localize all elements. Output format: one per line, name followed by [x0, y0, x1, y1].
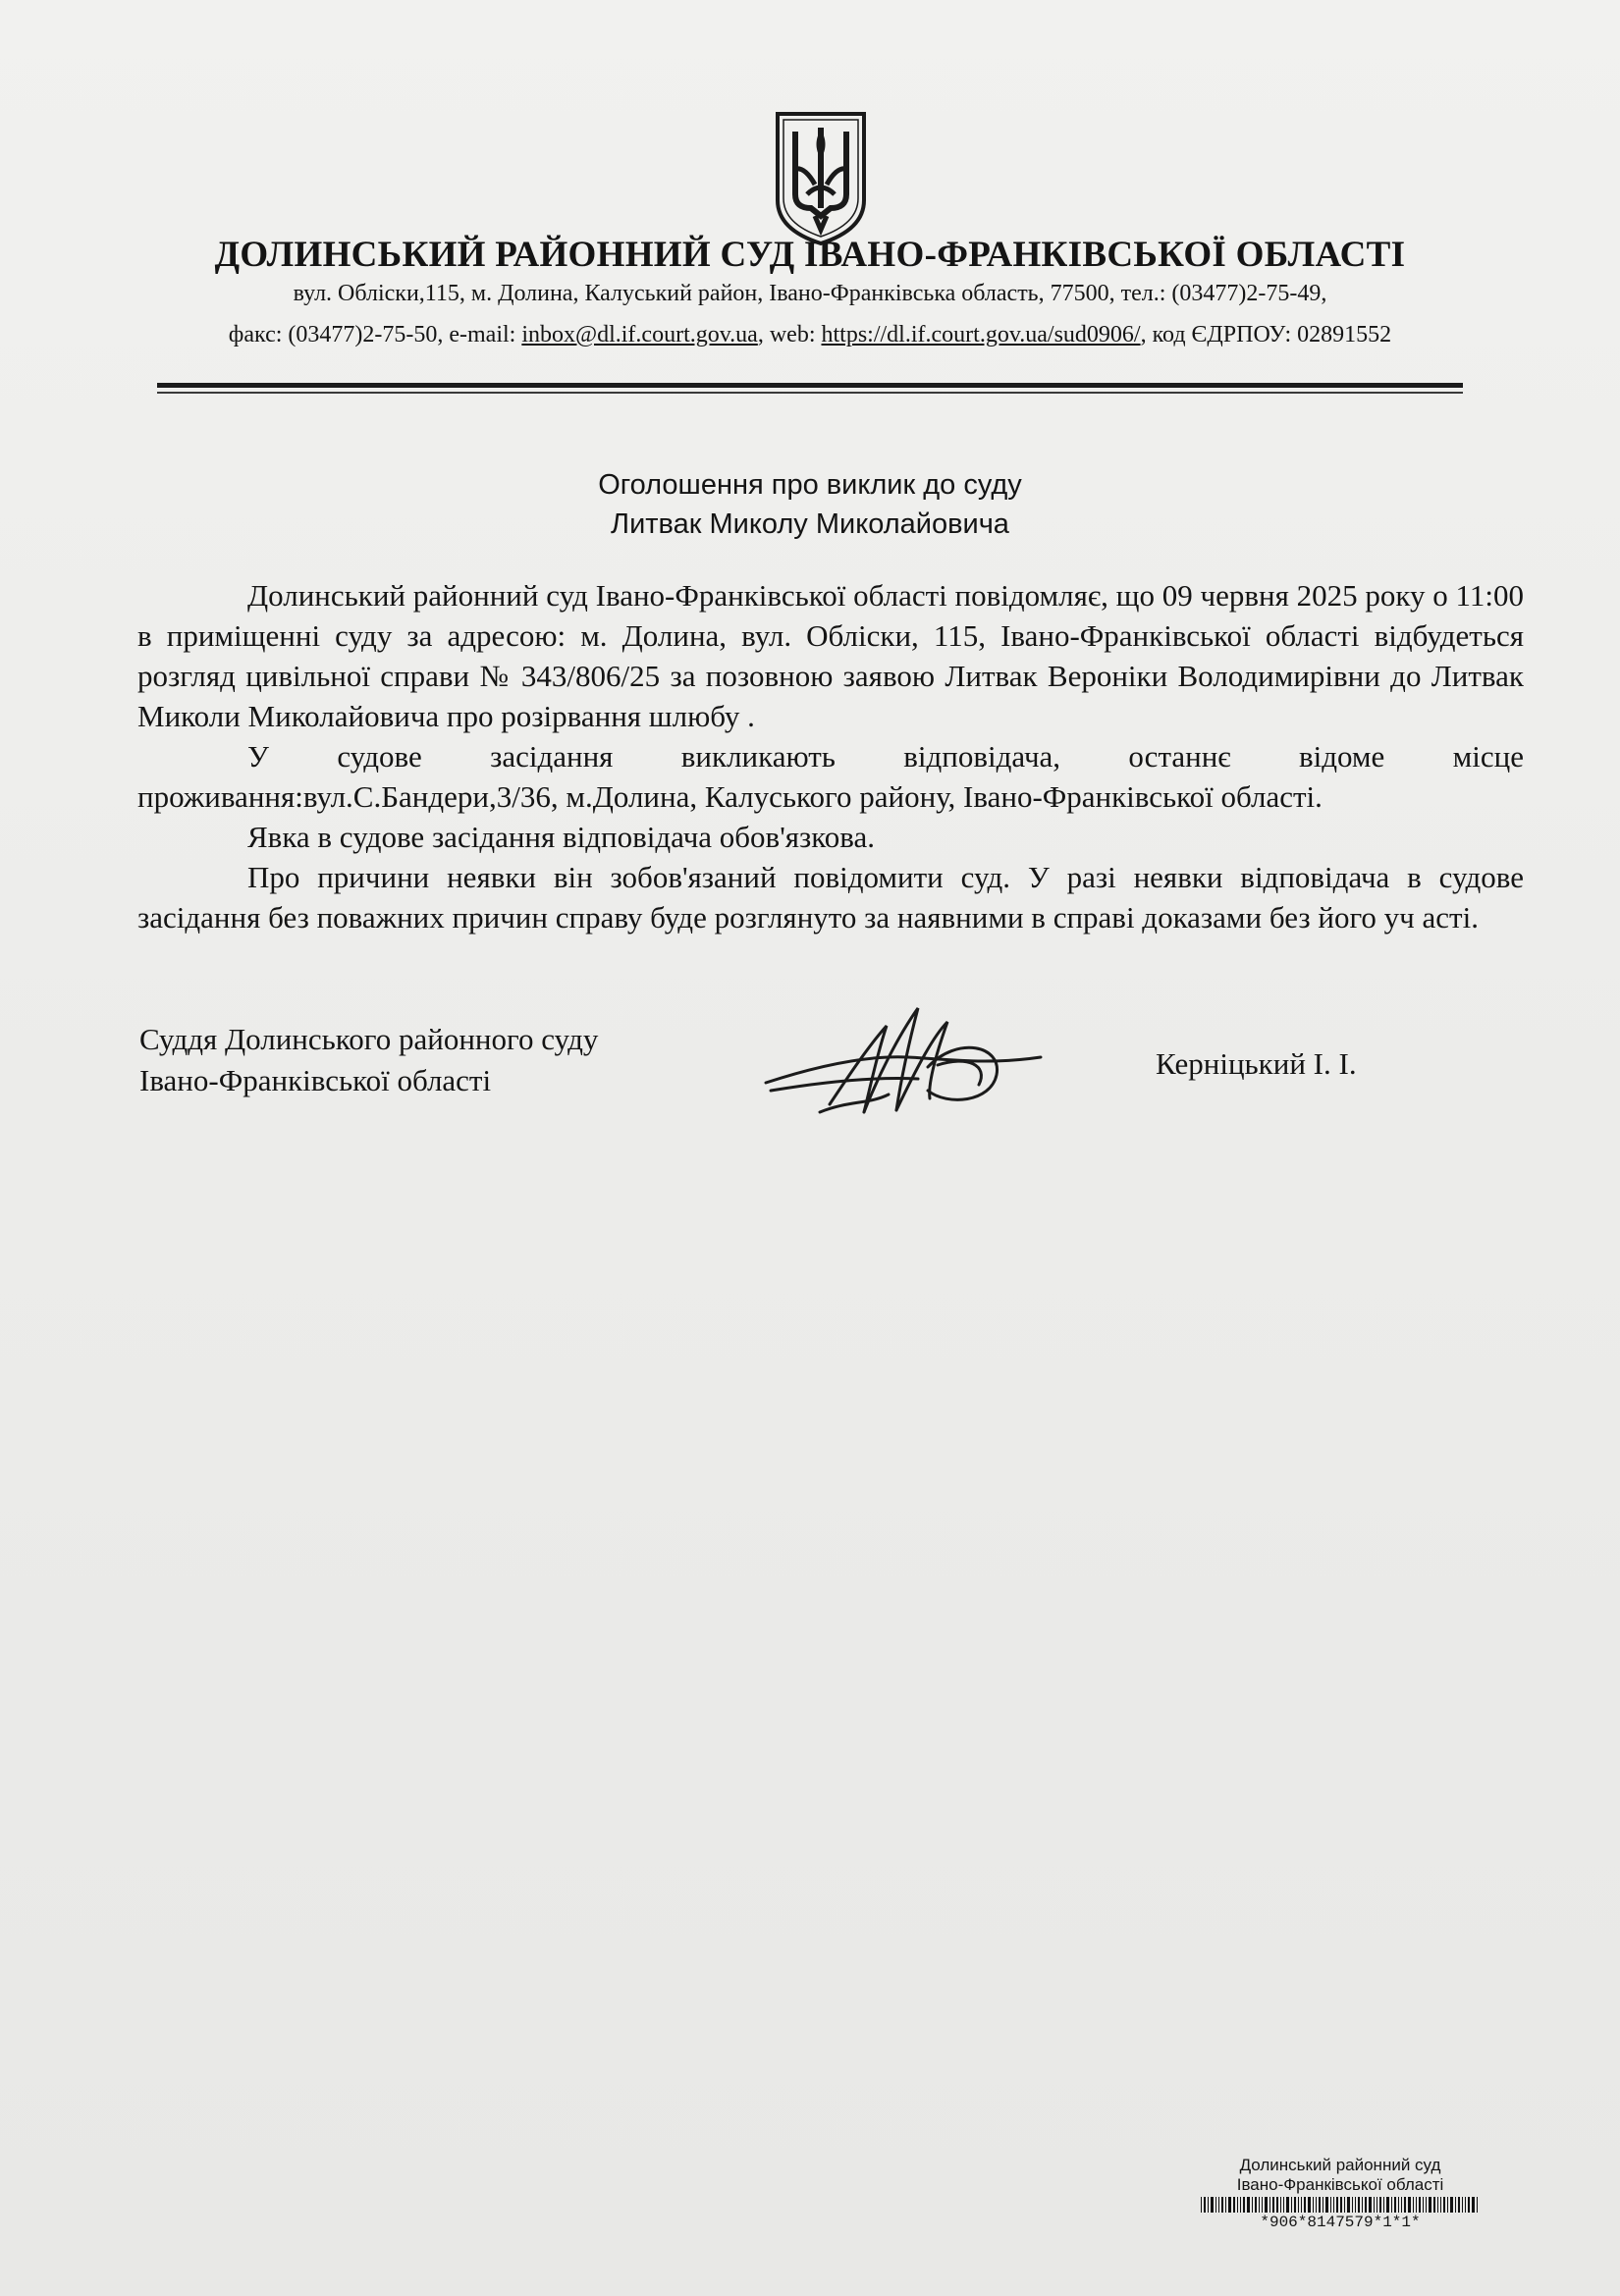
- web-label: , web:: [757, 322, 822, 347]
- paragraph-consequences: Про причини неявки він зобов'язаний повідомити суд. У разі неявки відповідача в судове засідання без поважних причин справу буде розглянуто за наявними в справі доказами без його уч асті.: [137, 860, 1524, 934]
- court-address: вул. Обліски,115, м. Долина, Калуський район, Івано-Франківська область, 77500, тел.: (03477)2-75-49,: [293, 281, 1327, 306]
- judge-name: Керніцький І. І.: [1156, 1046, 1357, 1081]
- stamp-court-line1: Долинський районний суд: [1239, 2156, 1441, 2174]
- stamp-court-line2: Івано-Франківської області: [1236, 2175, 1444, 2194]
- paragraph-attendance: Явка в судове засідання відповідача обов'язкова.: [247, 820, 876, 854]
- judge-role-line2: Івано-Франківської області: [139, 1063, 492, 1097]
- barcode-number: *906*8147579*1*1*: [1260, 2214, 1421, 2231]
- handwritten-signature: [761, 996, 1046, 1134]
- notice-title: Оголошення про виклик до суду: [598, 469, 1022, 501]
- fax-label: факс: (03477)2-75-50, e-mail:: [228, 322, 522, 347]
- paragraph-hearing: Долинський районний суд Івано-Франківської області повідомляє, що 09 червня 2025 року о 11:00 в приміщенні суду за адресою: м. Долина, вул. Обліски, 115, Івано-Франківської області відбудеться розгляд цивільної справи № 343/806/25 за позовною заявою Литвак Вероніки Володимирівни до Литвак Миколи Миколайовича про розірвання шлюбу .: [137, 578, 1524, 733]
- website-link[interactable]: https://dl.if.court.gov.ua/sud0906/: [821, 322, 1141, 347]
- notice-body: [137, 575, 1524, 937]
- judge-title: [139, 1019, 598, 1101]
- letterhead-divider-thick: [157, 383, 1463, 388]
- court-contacts: [137, 322, 1483, 348]
- judge-role-line1: Суддя Долинського районного суду: [139, 1022, 599, 1056]
- court-name: ДОЛИНСЬКИЙ РАЙОННИЙ СУД ІВАНО-ФРАНКІВСЬКОЇ ОБЛАСТІ: [214, 235, 1406, 275]
- paragraph-summons: У судове засідання викликають відповідача, останнє відоме місце проживання:вул.С.Бандери,3/36, м.Долина, Калуського району, Івано-Франківської області.: [137, 739, 1524, 814]
- barcode: [1129, 2197, 1551, 2213]
- letterhead-divider-thin: [157, 392, 1463, 394]
- registration-stamp: [1129, 2156, 1551, 2231]
- edrpou-code: , код ЄДРПОУ: 02891552: [1140, 322, 1392, 347]
- notice-addressee: Литвак Миколу Миколайовича: [611, 508, 1009, 540]
- trident-coat-of-arms-icon: [772, 110, 870, 247]
- email-link[interactable]: inbox@dl.if.court.gov.ua: [521, 322, 758, 347]
